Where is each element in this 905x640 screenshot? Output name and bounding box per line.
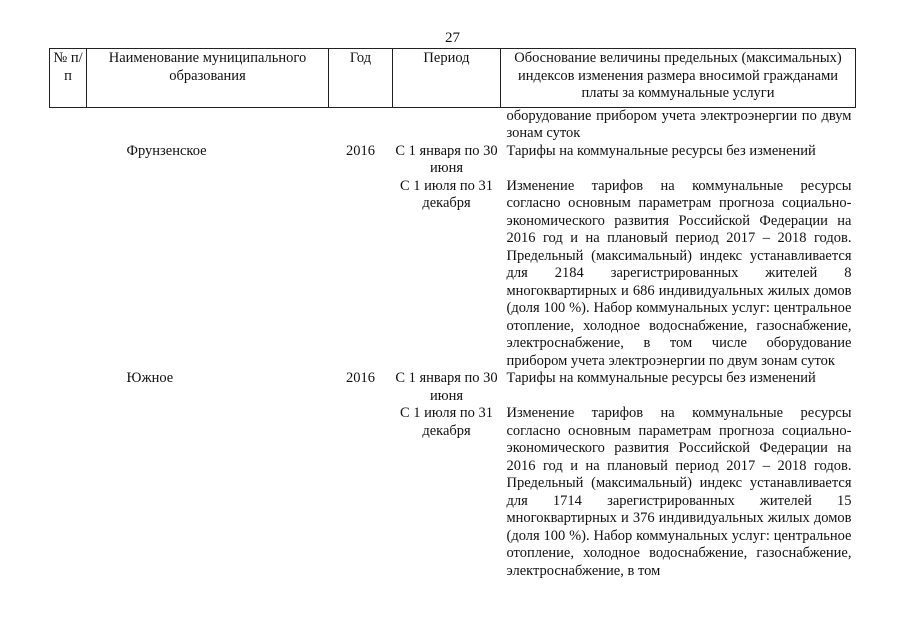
period-cell: С 1 июля по 31 декабря bbox=[399, 405, 494, 439]
justification-cell: Изменение тарифов на коммунальные ресурсы согласно основным параметрам прогноза социально-экономического развития Российской Федерации на 2016 год и на плановый период 2017 – 2018 годов. Предельный (максимальный) индекс устанавливается для 1714 зарегистрированных жителей 15 многоквартирных и 376 индивидуальных жилых домов (доля 100 %). Набор коммунальных услуг: центральное отопление, холодное водоснабжение, газоснабжение, электроснабжение, в том bbox=[506, 405, 852, 579]
justification-cell: Изменение тарифов на коммунальные ресурсы согласно основным параметрам прогноза социально-экономического развития Российской Федерации на 2016 год и на плановый период 2017 – 2018 годов. Предельный (максимальный) индекс устанавливается для 2184 зарегистрированных жителей 8 многоквартирных и 686 индивидуальных жилых домов (доля 100 %). Набор коммунальных услуг: центральное отопление, холодное водоснабжение, газоснабжение, электроснабжение, в том числе оборудование прибором учета электроэнергии по двум зонам суток bbox=[506, 177, 852, 369]
period-cell: С 1 января по 30 июня bbox=[395, 370, 498, 404]
table-header bbox=[50, 49, 856, 108]
header-num: № п/п bbox=[50, 49, 87, 108]
header-justification: Обоснование величины предельных (максимальных) индексов изменения размера вносимой гражданами платы за коммунальные услуги bbox=[501, 49, 856, 108]
table-row bbox=[50, 178, 856, 371]
table-row bbox=[50, 143, 856, 178]
page-number: 27 bbox=[445, 30, 460, 46]
continuation-row bbox=[50, 107, 856, 143]
period-cell: С 1 января по 30 июня bbox=[395, 142, 498, 176]
justification-cell: Тарифы на коммунальные ресурсы без изменений bbox=[506, 142, 816, 159]
municipality-name: Фрунзенское bbox=[126, 142, 207, 159]
header-period: Период bbox=[393, 49, 501, 108]
year-cell: 2016 bbox=[346, 142, 375, 159]
header-year: Год bbox=[329, 49, 393, 108]
municipality-name: Южное bbox=[126, 370, 174, 386]
table-row bbox=[50, 370, 856, 405]
header-municipality: Наименование муниципального образования bbox=[87, 49, 329, 108]
tariff-index-table bbox=[49, 48, 856, 580]
justification-cell: Тарифы на коммунальные ресурсы без изменений bbox=[506, 370, 816, 386]
period-cell: С 1 июля по 31 декабря bbox=[399, 177, 494, 211]
table-row bbox=[50, 405, 856, 580]
year-cell: 2016 bbox=[346, 370, 375, 386]
continuation-text: оборудование прибором учета электроэнергии по двум зонам суток bbox=[506, 107, 852, 141]
